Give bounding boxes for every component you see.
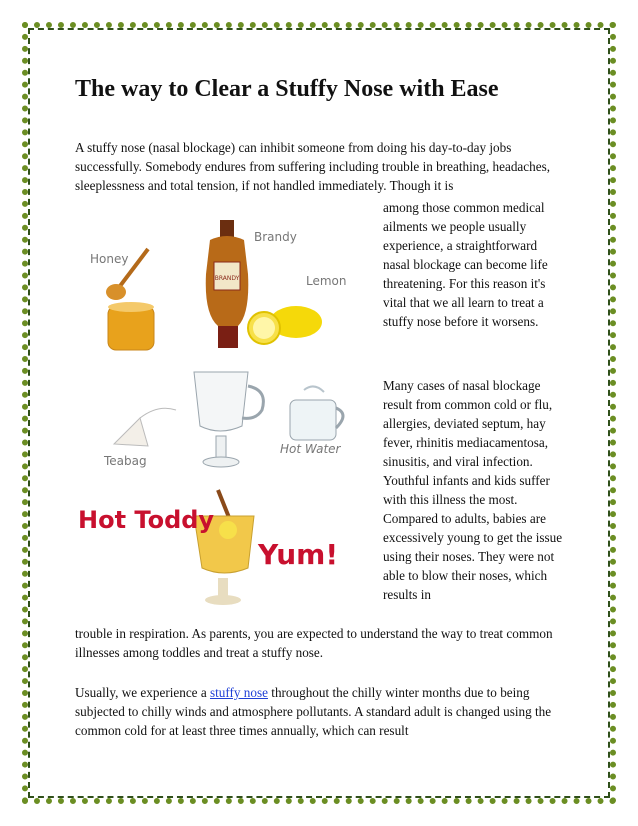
last-text-before-link: Usually, we experience a xyxy=(75,685,210,700)
label-brandy: Brandy xyxy=(254,230,297,244)
intro-paragraph: A stuffy nose (nasal blockage) can inhibit someone from doing his day-to-day jobs successfully. Somebody endures from suffering including trouble in breathing, headaches, sleeplessness and total tension, if not handled immediately. Though it is xyxy=(75,140,550,193)
narrow-paragraph-1: among those common medical ailments we people usually experience, a straightforward nasal blockage can become life threatening. For this reason it's vital that we all learn to treat a stuffy nose before it worsens. xyxy=(383,200,548,329)
label-yum: Yum! xyxy=(258,538,339,571)
label-hot-toddy: Hot Toddy xyxy=(78,506,215,534)
last-text-after-link: throughout the chilly winter months due to being subjected to chilly winds and atmosphere pollutants. A standard adult is changed using the common cold for at least three times annually, which can result xyxy=(75,685,552,738)
hot-water-cup-icon xyxy=(290,386,343,440)
label-honey: Honey xyxy=(90,252,129,266)
hot-toddy-ingredients-image xyxy=(78,214,370,618)
honey-jar-icon xyxy=(108,302,154,350)
continuation-paragraph: trouble in respiration. As parents, you are expected to understand the way to treat common illnesses among toddles and treat a stuffy nose. xyxy=(75,626,553,660)
label-lemon: Lemon xyxy=(306,274,347,288)
stuffy-nose-link[interactable]: stuffy nose xyxy=(209,685,268,700)
narrow-paragraph-2: Many cases of nasal blockage result from common cold or flu, allergies, deviated septum, hay fever, rhinitis mediacamentosa, sinusitis, and viral infection. Youthful infants and kids suffer with this illness the most. Compared to adults, babies are excessively young to get the issue using their noses. They were not able to blow their noses, which results in xyxy=(383,378,563,602)
page-title: The way to Clear a Stuffy Nose with Ease xyxy=(75,76,499,102)
label-hot-water: Hot Water xyxy=(280,442,341,456)
brandy-bottle-icon xyxy=(206,220,249,348)
glass-mug-icon xyxy=(194,372,263,467)
last-paragraph xyxy=(75,683,565,740)
lemon-icon xyxy=(248,306,322,344)
teabag-icon xyxy=(114,408,176,446)
bottle-label-text: BRANDY xyxy=(214,275,240,282)
label-teabag: Teabag xyxy=(104,454,147,468)
